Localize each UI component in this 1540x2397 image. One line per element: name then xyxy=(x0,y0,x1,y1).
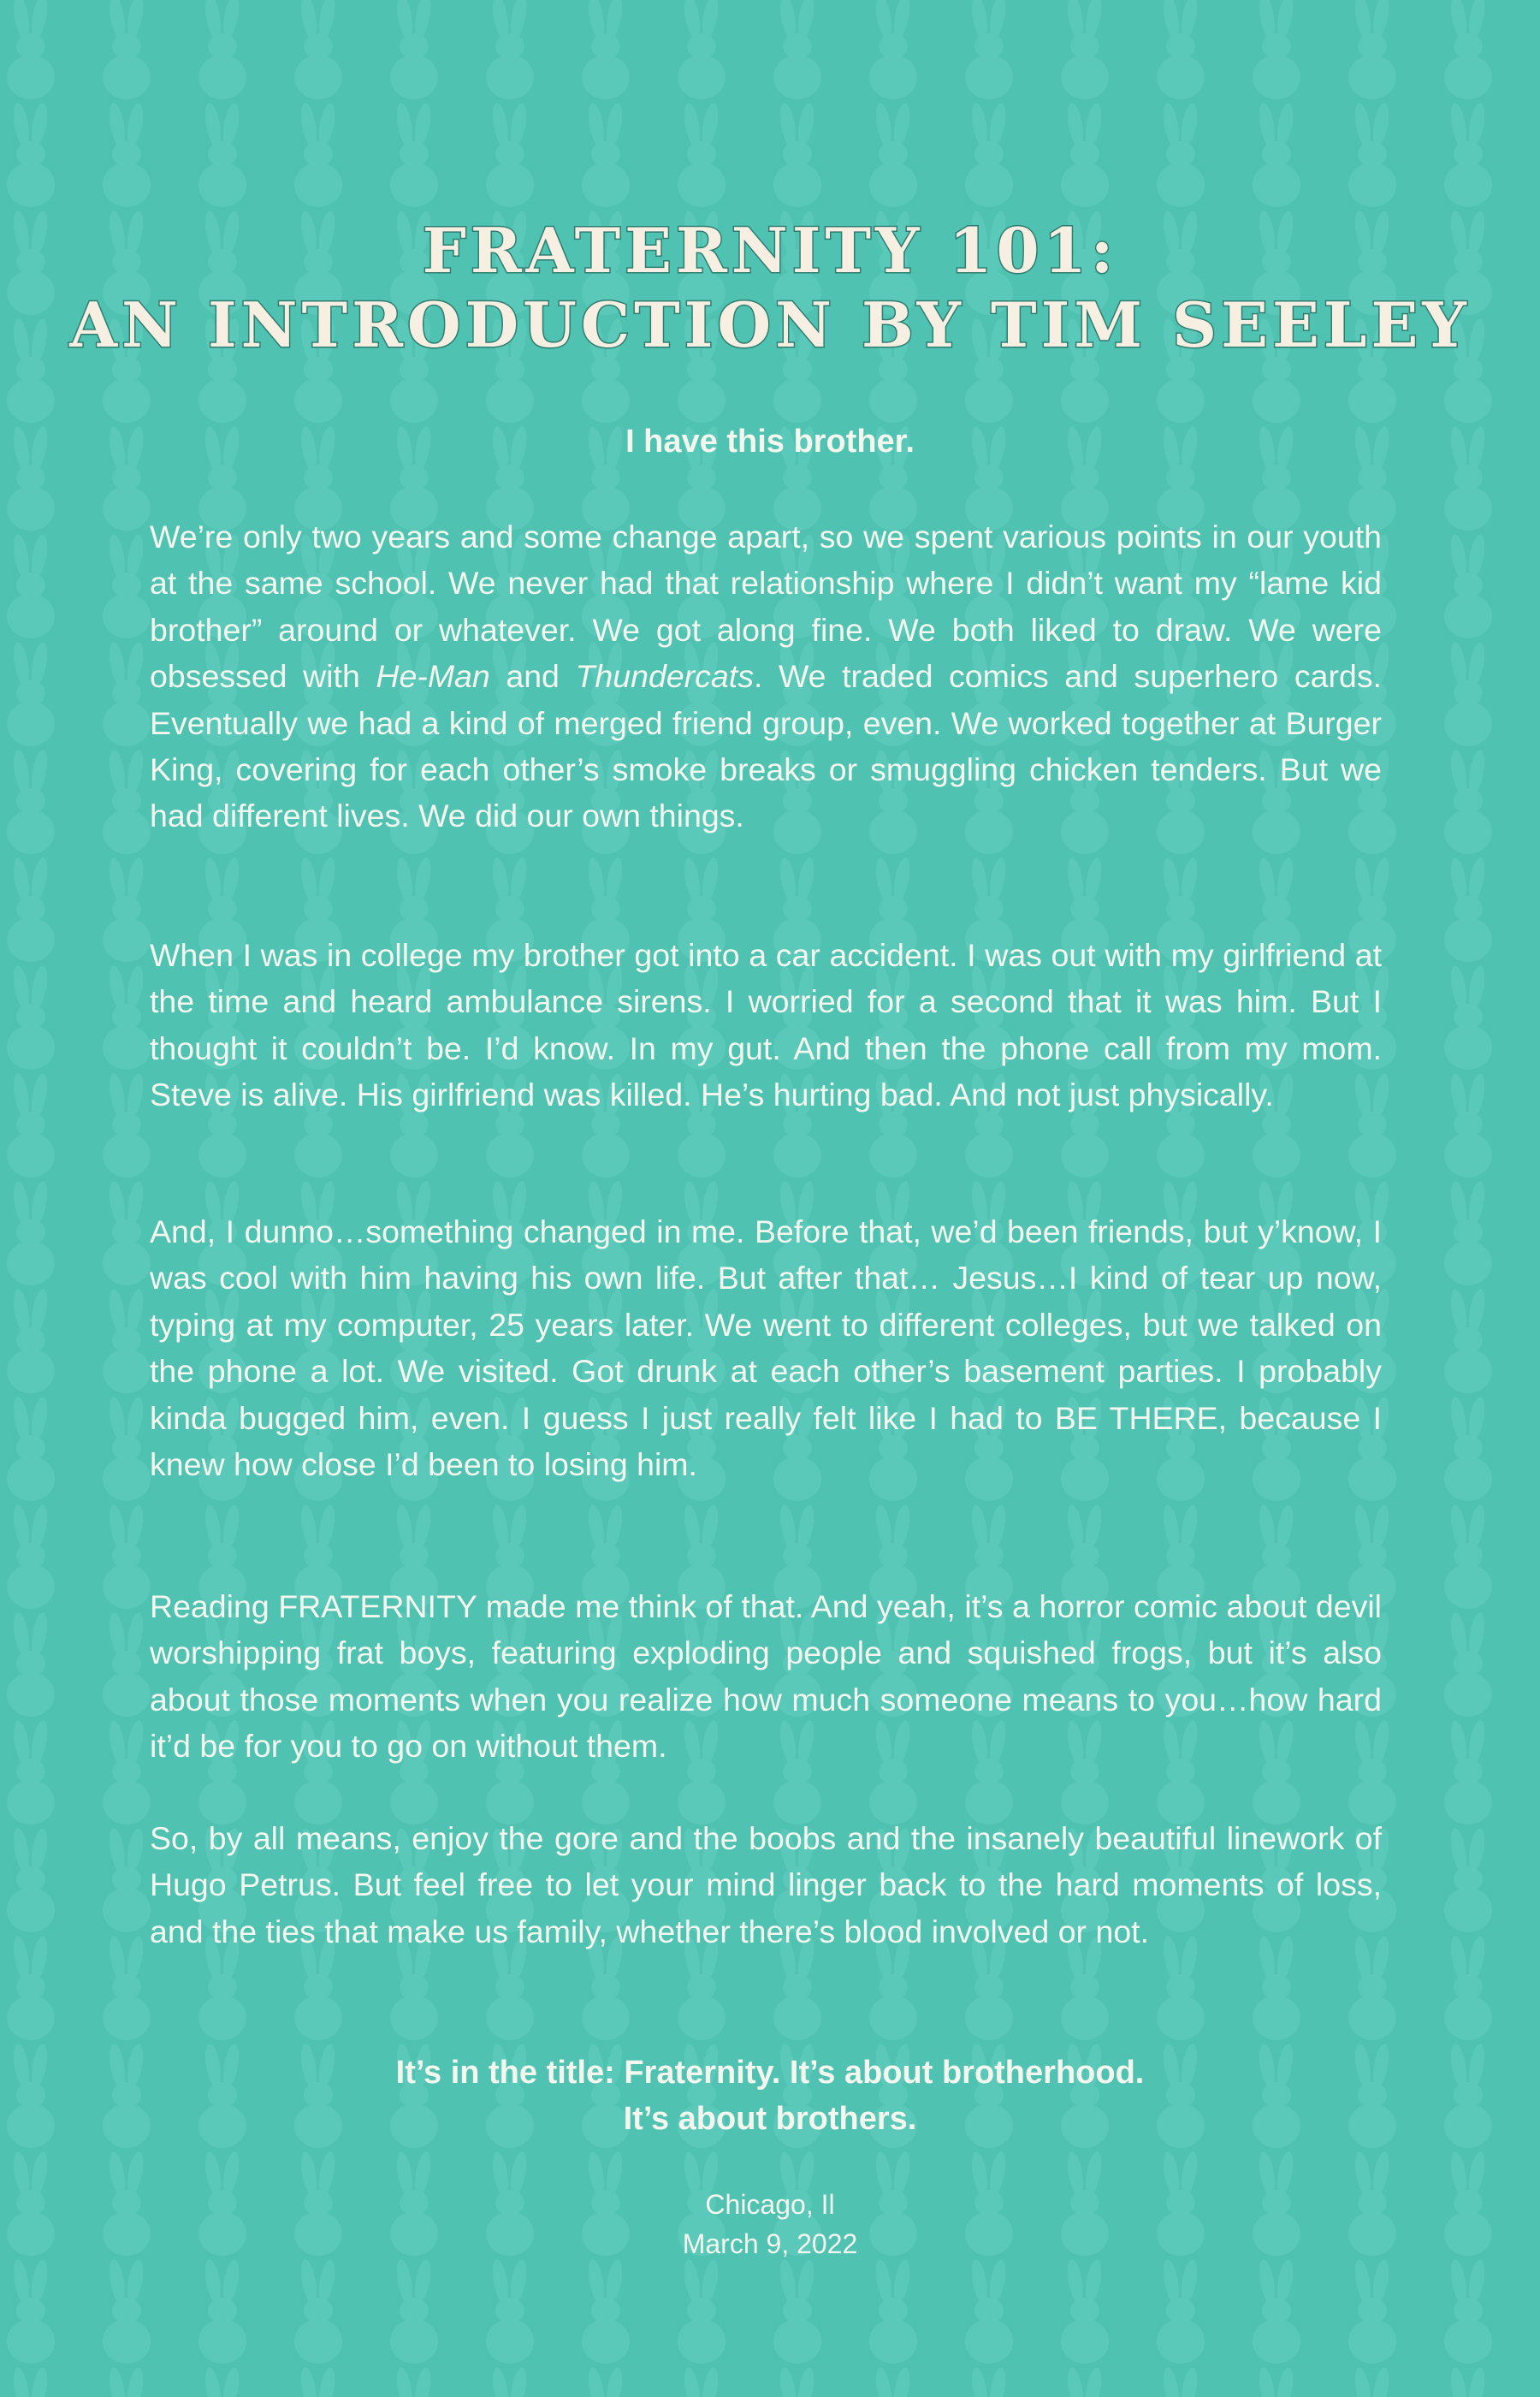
paragraph-1-text-c: . We traded comics and superhero cards. Eventually we had a kind of merged friend group, even. We worked together at Burger King, covering for each other’s smoke breaks or smuggling chicken tenders. But we had different lives. We did our own things. xyxy=(150,658,1382,834)
signature-place: Chicago, Il xyxy=(705,2189,835,2220)
paragraph-2: When I was in college my brother got into a car accident. I was out with my girlfriend at the time and heard ambulance sirens. I worried for a second that it was him. But I thought it couldn’t be. I’d know. In my gut. And then the phone call from my mom. Steve is alive. His girlfriend was killed. He’s hurting bad. And not just physically. xyxy=(150,937,1382,1113)
paragraph-4: Reading FRATERNITY made me think of that. And yeah, it’s a horror comic about devil worshipping frat boys, featuring exploding people and squished frogs, but it’s also about those moments when you realize how much someone means to you…how hard it’d be for you to go on without them. xyxy=(150,1588,1382,1765)
title-line-2: AN INTRODUCTION BY TIM SEELEY xyxy=(69,288,1471,361)
paragraph-1 xyxy=(150,513,1382,840)
he-man-title: He-Man xyxy=(376,658,490,695)
paragraph-1-text-b: and xyxy=(489,658,576,695)
title-line-1: FRATERNITY 101: xyxy=(422,214,1118,287)
closing-statement xyxy=(0,2050,1540,2142)
signature-date: March 9, 2022 xyxy=(682,2228,858,2259)
lead-sentence: I have this brother. xyxy=(625,424,915,460)
paragraph-5: So, by all means, enjoy the gore and the boobs and the insanely beautiful linework of Hugo Petrus. But feel free to let your mind linger back to the hard moments of loss, and the ties that make us family, whether there’s blood involved or not. xyxy=(150,1820,1382,1949)
thundercats-title: Thundercats xyxy=(575,658,754,695)
paragraph-3: And, I dunno…something changed in me. Before that, we’d been friends, but y’know, I was cool with him having his own life. But after that… Jesus…I kind of tear up now, typing at my computer, 25 years later. We went to different colleges, but we talked on the phone a lot. We visited. Got drunk at each other’s basement parties. I probably kinda bugged him, even. I guess I just really felt like I had to BE THERE, because I knew how close I’d been to losing him. xyxy=(150,1213,1382,1483)
closing-line-1: It’s in the title: Fraternity. It’s about brotherhood. xyxy=(395,2055,1145,2091)
closing-line-2: It’s about brothers. xyxy=(623,2101,917,2137)
signature-block xyxy=(0,2185,1540,2264)
paragraph-1-text-a: We’re only two years and some change apart, so we spent various points in our youth at the same school. We never had that relationship where I didn’t want my “lame kid brother” around or whatever. We got along fine. We both liked to draw. We were obsessed with xyxy=(150,519,1382,695)
